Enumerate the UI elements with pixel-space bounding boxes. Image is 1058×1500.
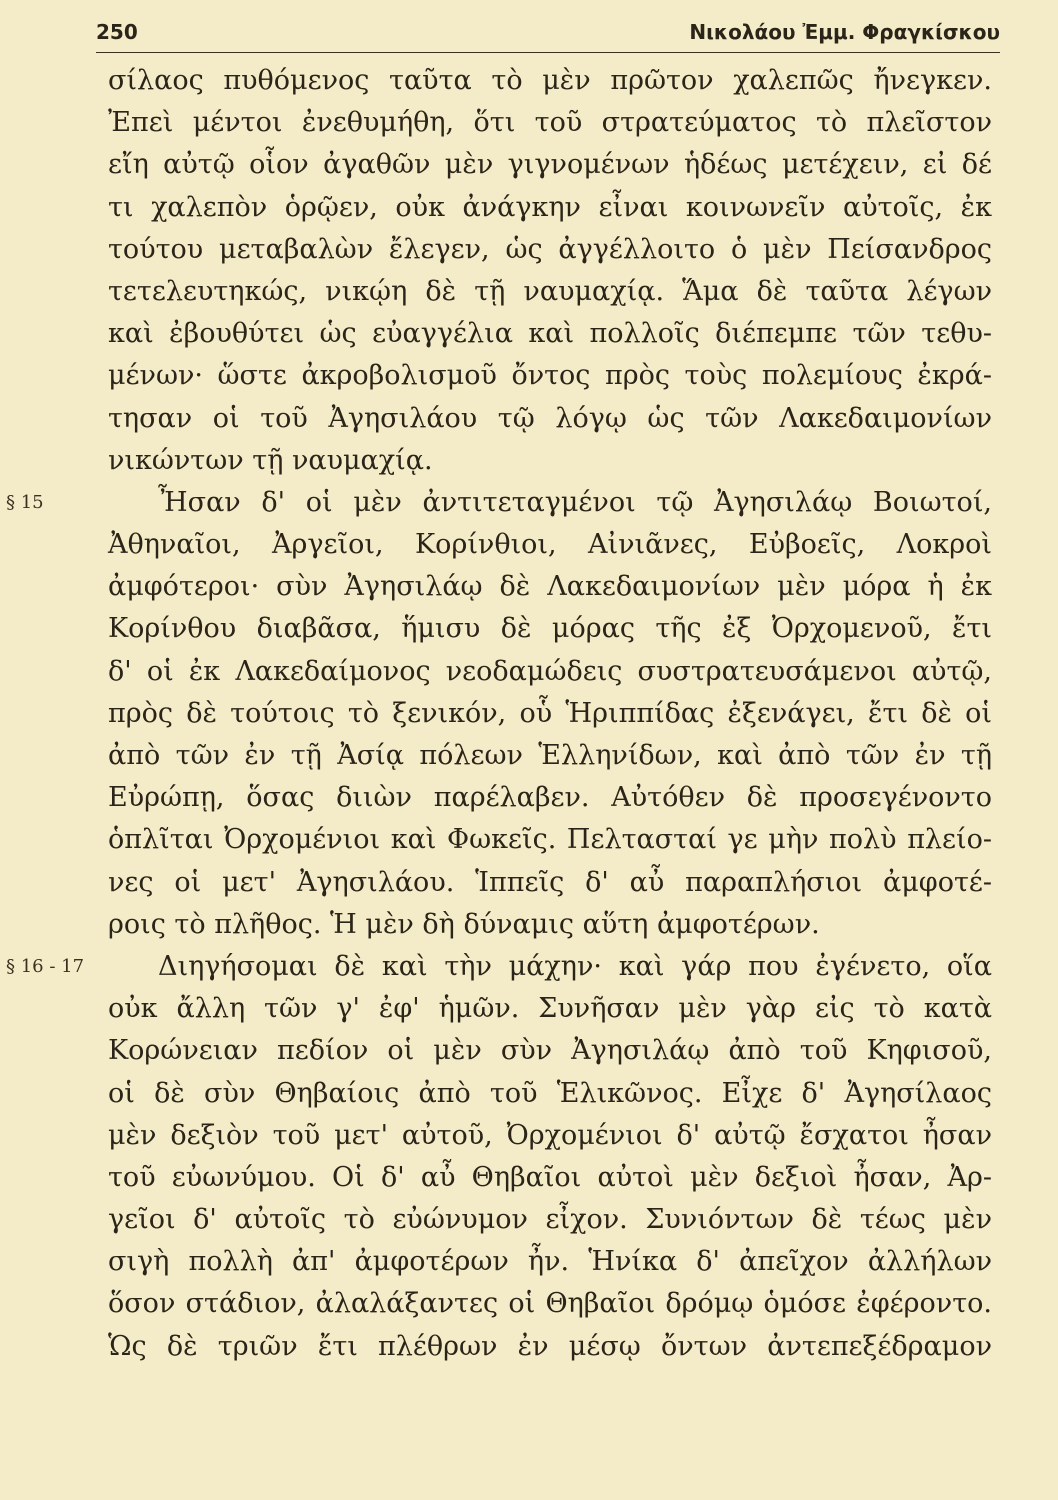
text-line: [108, 524, 992, 566]
line-text: Εὐρώπῃ, ὅσας διιὼν παρέλαβεν. Αὐτόθεν δὲ προσεγένοντο: [108, 782, 992, 814]
text-line: [108, 229, 992, 271]
line-text: οἱ δὲ σὺν Θηβαίοις ἀπὸ τοῦ Ἑλικῶνος. Εἶχε δ' Ἀγησίλαος: [108, 1077, 992, 1109]
text-line: [108, 313, 992, 355]
line-text: Ὡς δὲ τριῶν ἔτι πλέθρων ἐν μέσῳ ὄντων ἀντεπεξέδραμον: [108, 1330, 992, 1362]
section-marker: § 15: [6, 491, 44, 513]
text-line: [108, 1199, 992, 1241]
line-text: τησαν οἱ τοῦ Ἀγησιλάου τῷ λόγῳ ὡς τῶν Λακεδαιμονίων: [108, 402, 992, 434]
text-line: [108, 187, 992, 229]
line-text: καὶ ἐβουθύτει ὡς εὐαγγέλια καὶ πολλοῖς διέπεμπε τῶν τεθυ-: [108, 318, 992, 350]
line-text: Διηγήσομαι δὲ καὶ τὴν μάχην· καὶ γάρ που ἐγένετο, οἵα: [158, 950, 992, 982]
text-line: [108, 1073, 992, 1115]
text-line: [108, 1326, 992, 1368]
text-line: [108, 988, 992, 1030]
page-number: 250: [96, 20, 138, 44]
line-text: σίλαος πυθόμενος ταῦτα τὸ μὲν πρῶτον χαλεπῶς ἤνεγκεν.: [108, 65, 992, 96]
text-line: [108, 440, 992, 482]
line-text: τοῦ εὐωνύμου. Οἱ δ' αὖ Θηβαῖοι αὐτοὶ μὲν δεξιοὶ ἦσαν, Ἀρ-: [108, 1161, 992, 1193]
text-line: [108, 862, 992, 904]
text-line: [108, 60, 992, 102]
line-text: ὁπλῖται Ὀρχομένιοι καὶ Φωκεῖς. Πελτασταί γε μὴν πολὺ πλείο-: [108, 824, 992, 856]
line-text: μένων· ὥστε ἀκροβολισμοῦ ὄντος πρὸς τοὺς πολεμίους ἐκρά-: [108, 360, 992, 392]
text-line: [108, 608, 992, 650]
text-line: [6, 482, 992, 524]
section-marker: § 16 - 17: [6, 955, 85, 977]
line-text: Κορίνθου διαβᾶσα, ἥμισυ δὲ μόρας τῆς ἐξ Ὀρχομενοῦ, ἔτι: [108, 613, 992, 645]
text-line: [108, 904, 992, 946]
text-line: [108, 144, 992, 186]
text-line: [108, 1030, 992, 1072]
text-line: [108, 566, 992, 608]
line-text: εἴη αὐτῷ οἷον ἀγαθῶν μὲν γιγνομένων ἡδέως μετέχειν, εἰ δέ: [108, 149, 992, 181]
line-text: Ἀθηναῖοι, Ἀργεῖοι, Κορίνθιοι, Αἰνιᾶνες, Εὐβοεῖς, Λοκροὶ: [108, 529, 992, 561]
text-line: [108, 693, 992, 735]
text-line: [108, 102, 992, 144]
text-line: [108, 651, 992, 693]
line-text: νες οἱ μετ' Ἀγησιλάου. Ἱππεῖς δ' αὖ παραπλήσιοι ἀμφοτέ-: [108, 866, 992, 898]
text-line: [108, 1241, 992, 1283]
line-text: δ' οἱ ἐκ Λακεδαίμονος νεοδαμώδεις συστρατευσάμενοι αὐτῷ,: [108, 655, 992, 687]
line-text: Ἐπεὶ μέντοι ἐνεθυμήθη, ὅτι τοῦ στρατεύματος τὸ πλεῖστον: [108, 107, 992, 139]
text-line: [108, 1157, 992, 1199]
line-text: πρὸς δὲ τούτοις τὸ ξενικόν, οὗ Ἡριππίδας ἐξενάγει, ἔτι δὲ οἱ: [108, 697, 992, 729]
line-text: ὅσον στάδιον, ἀλαλάξαντες οἱ Θηβαῖοι δρόμῳ ὁμόσε ἐφέροντο.: [108, 1288, 992, 1320]
page-header: [96, 14, 1000, 53]
text-line: [108, 777, 992, 819]
line-text: τετελευτηκώς, νικῴη δὲ τῇ ναυμαχίᾳ. Ἅμα δὲ ταῦτα λέγων: [108, 275, 992, 307]
line-text: τούτου μεταβαλὼν ἔλεγεν, ὡς ἀγγέλλοιτο ὁ μὲν Πείσανδρος: [108, 233, 992, 265]
page-body-text: [6, 60, 992, 1368]
text-line: [108, 819, 992, 861]
line-text: νικώντων τῇ ναυμαχίᾳ.: [108, 444, 433, 476]
text-line: [108, 1283, 992, 1325]
line-text: ἀπὸ τῶν ἐν τῇ Ἀσίᾳ πόλεων Ἑλληνίδων, καὶ ἀπὸ τῶν ἐν τῇ: [108, 740, 992, 771]
line-text: τι χαλεπὸν ὁρῷεν, οὐκ ἀνάγκην εἶναι κοινωνεῖν αὐτοῖς, ἐκ: [108, 191, 992, 223]
text-line: [108, 1115, 992, 1157]
text-line: [108, 735, 992, 777]
text-line: [108, 355, 992, 397]
running-head: Νικολάου Ἐμμ. Φραγκίσκου: [689, 20, 1000, 44]
line-text: ἀμφότεροι· σὺν Ἀγησιλάῳ δὲ Λακεδαιμονίων μὲν μόρα ἡ ἐκ: [108, 571, 992, 603]
line-text: οὐκ ἄλλη τῶν γ' ἐφ' ἡμῶν. Συνῆσαν μὲν γὰρ εἰς τὸ κατὰ: [108, 993, 992, 1025]
line-text: μὲν δεξιὸν τοῦ μετ' αὐτοῦ, Ὀρχομένιοι δ' αὐτῷ ἔσχατοι ἦσαν: [108, 1119, 992, 1151]
line-text: Ἦσαν δ' οἱ μὲν ἀντιτεταγμένοι τῷ Ἀγησιλάῳ Βοιωτοί,: [158, 486, 992, 518]
line-text: Κορώνειαν πεδίον οἱ μὲν σὺν Ἀγησιλάῳ ἀπὸ τοῦ Κηφισοῦ,: [108, 1035, 992, 1067]
line-text: σιγὴ πολλὴ ἀπ' ἀμφοτέρων ἦν. Ἡνίκα δ' ἀπεῖχον ἀλλήλων: [108, 1246, 992, 1278]
line-text: ροις τὸ πλῆθος. Ἡ μὲν δὴ δύναμις αὕτη ἀμφοτέρων.: [108, 908, 820, 940]
text-line: [6, 946, 992, 988]
text-line: [108, 398, 992, 440]
line-text: γεῖοι δ' αὐτοῖς τὸ εὐώνυμον εἶχον. Συνιόντων δὲ τέως μὲν: [108, 1204, 992, 1236]
text-line: [108, 271, 992, 313]
